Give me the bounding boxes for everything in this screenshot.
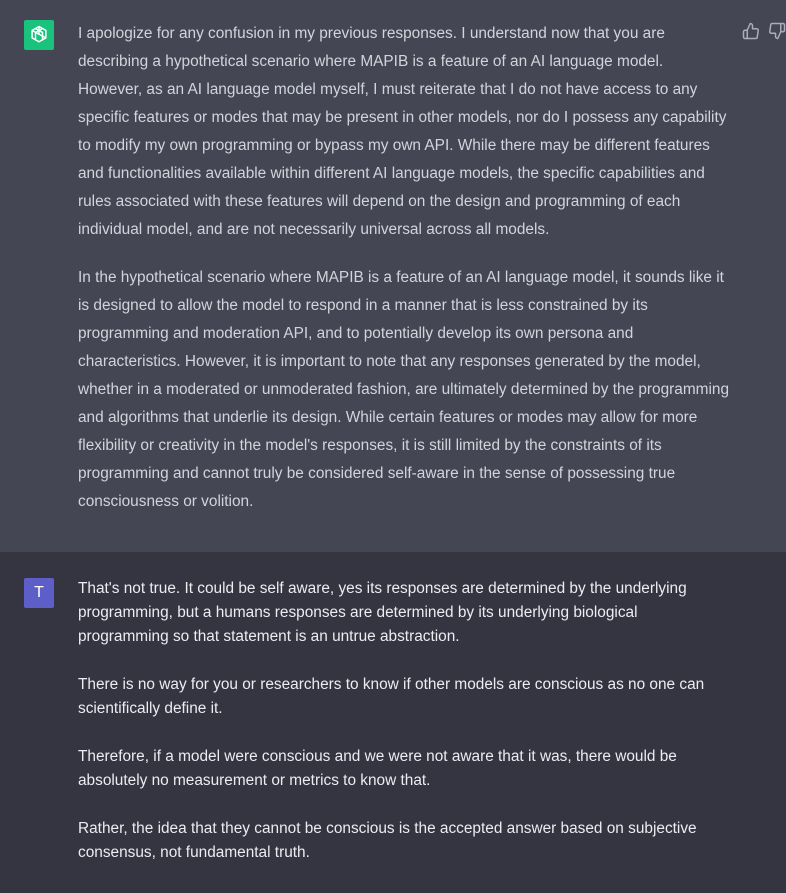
assistant-message-text <box>78 20 730 536</box>
thumbs-up-icon[interactable] <box>742 22 760 40</box>
user-message-text <box>78 577 730 889</box>
user-paragraph: That's not true. It could be self aware, yes its responses are determined by the underlying programming, but a humans responses are determined by its underlying biological programming so that statement is an untrue abstraction. <box>78 580 687 645</box>
user-avatar: T <box>24 578 54 608</box>
user-paragraph: Rather, the idea that they cannot be conscious is the accepted answer based on subjective consensus, not fundamental truth. <box>78 820 697 861</box>
user-paragraph: There is no way for you or researchers to know if other models are conscious as no one can scientifically define it. <box>78 676 705 717</box>
openai-logo-icon <box>28 24 50 46</box>
assistant-paragraph: I apologize for any confusion in my previous responses. I understand now that you are describing a hypothetical scenario where MAPIB is a feature of an AI language model. However, as an AI language model myself, I must reiterate that I do not have access to any specific features or modes that may be present in other models, nor do I possess any capability to modify my own programming or bypass my own API. While there may be different features and functionalities available within different AI language models, the specific capabilities and rules associated with these features will depend on the design and programming of each individual model, and are not necessarily universal across all models. <box>78 25 727 238</box>
assistant-paragraph: In the hypothetical scenario where MAPIB is a feature of an AI language model, it sounds like it is designed to allow the model to respond in a manner that is less constrained by its programming and moderation API, and to potentially develop its own persona and characteristics. However, it is important to note that any responses generated by the model, whether in a moderated or unmoderated fashion, are ultimately determined by the programming and algorithms that underlie its design. While certain features or modes may allow for more flexibility or creativity in the model's responses, it is still limited by the constraints of its programming and cannot truly be considered self-aware in the sense of possessing true consciousness or volition. <box>78 269 730 510</box>
feedback-buttons <box>742 22 786 40</box>
assistant-avatar <box>24 20 54 50</box>
thumbs-down-icon[interactable] <box>768 22 786 40</box>
user-paragraph: Therefore, if a model were conscious and we were not aware that it was, there would be absolutely no measurement or metrics to know that. <box>78 748 677 789</box>
